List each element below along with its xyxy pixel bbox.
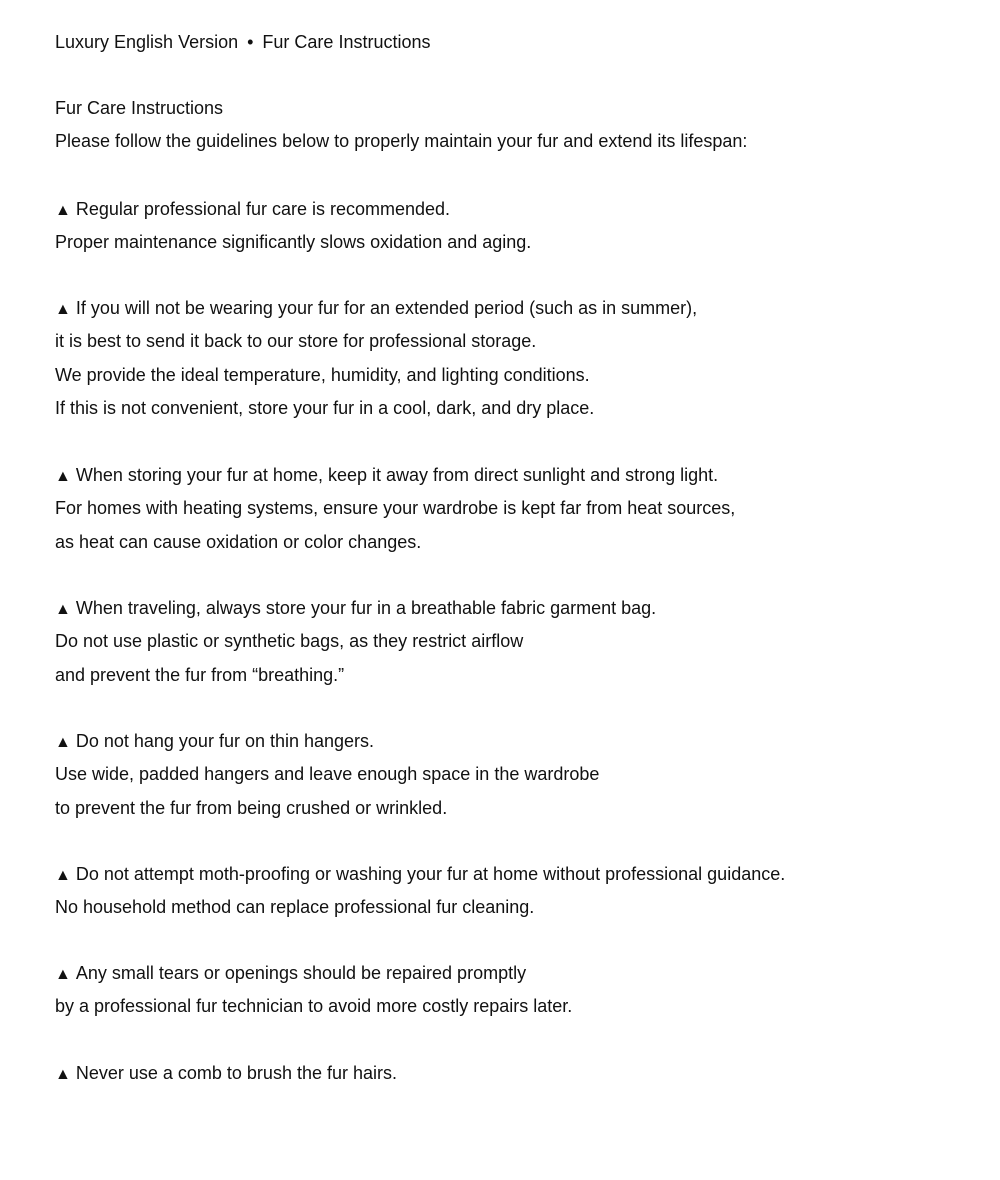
section-line: For homes with heating systems, ensure your wardrobe is kept far from heat sources, bbox=[55, 498, 736, 519]
care-section-8 bbox=[55, 1061, 397, 1094]
triangle-bullet-icon: ▲ bbox=[55, 966, 71, 983]
triangle-bullet-icon: ▲ bbox=[55, 202, 71, 219]
header-version-label: Luxury English Version bbox=[55, 32, 239, 52]
section-lead bbox=[55, 463, 735, 496]
section-line: as heat can cause oxidation or color changes. bbox=[55, 531, 422, 552]
section-line: it is best to send it back to our store for professional storage. bbox=[55, 331, 537, 352]
care-section-4 bbox=[55, 596, 656, 696]
intro-title: Fur Care Instructions bbox=[55, 98, 224, 118]
section-line: to prevent the fur from being crushed or wrinkled. bbox=[55, 797, 448, 818]
care-section-7 bbox=[55, 961, 572, 1028]
section-lead bbox=[55, 296, 697, 329]
section-line: Use wide, padded hangers and leave enough space in the wardrobe bbox=[55, 764, 600, 785]
triangle-bullet-icon: ▲ bbox=[55, 301, 71, 318]
section-lead bbox=[55, 596, 656, 629]
section-line: Proper maintenance significantly slows oxidation and aging. bbox=[55, 232, 532, 253]
header-separator: • bbox=[247, 32, 254, 52]
section-lead-text: Regular professional fur care is recommended. bbox=[75, 199, 451, 219]
section-lead bbox=[55, 862, 785, 895]
section-lead-text: When storing your fur at home, keep it away from direct sunlight and strong light. bbox=[75, 465, 719, 485]
triangle-bullet-icon: ▲ bbox=[55, 867, 71, 884]
section-lead bbox=[55, 729, 599, 762]
care-section-1 bbox=[55, 197, 531, 264]
triangle-bullet-icon: ▲ bbox=[55, 734, 71, 751]
intro-text: Please follow the guidelines below to properly maintain your fur and extend its lifespan: bbox=[55, 131, 748, 151]
triangle-bullet-icon: ▲ bbox=[55, 468, 71, 485]
care-section-2 bbox=[55, 296, 697, 429]
section-line: by a professional fur technician to avoid more costly repairs later. bbox=[55, 996, 573, 1017]
document-header bbox=[55, 30, 430, 54]
section-lead-text: Any small tears or openings should be repaired promptly bbox=[75, 963, 527, 983]
section-lead-text: When traveling, always store your fur in a breathable fabric garment bag. bbox=[75, 598, 657, 618]
section-line: and prevent the fur from “breathing.” bbox=[55, 664, 345, 685]
care-section-6 bbox=[55, 862, 785, 929]
section-lead bbox=[55, 1061, 397, 1094]
triangle-bullet-icon: ▲ bbox=[55, 1066, 71, 1083]
section-lead-text: Do not hang your fur on thin hangers. bbox=[75, 731, 375, 751]
section-lead-text: If you will not be wearing your fur for an extended period (such as in summer), bbox=[75, 298, 698, 318]
section-lead-text: Never use a comb to brush the fur hairs. bbox=[75, 1063, 397, 1083]
section-line: If this is not convenient, store your fur in a cool, dark, and dry place. bbox=[55, 397, 595, 418]
section-line: We provide the ideal temperature, humidity, and lighting conditions. bbox=[55, 364, 590, 385]
section-lead-text: Do not attempt moth-proofing or washing your fur at home without professional guidance. bbox=[75, 864, 786, 884]
section-line: Do not use plastic or synthetic bags, as they restrict airflow bbox=[55, 631, 524, 652]
header-title: Fur Care Instructions bbox=[262, 32, 431, 52]
care-section-3 bbox=[55, 463, 735, 563]
care-section-5 bbox=[55, 729, 599, 829]
section-line: No household method can replace professional fur cleaning. bbox=[55, 897, 535, 918]
section-lead bbox=[55, 961, 572, 994]
triangle-bullet-icon: ▲ bbox=[55, 601, 71, 618]
section-lead bbox=[55, 197, 531, 230]
